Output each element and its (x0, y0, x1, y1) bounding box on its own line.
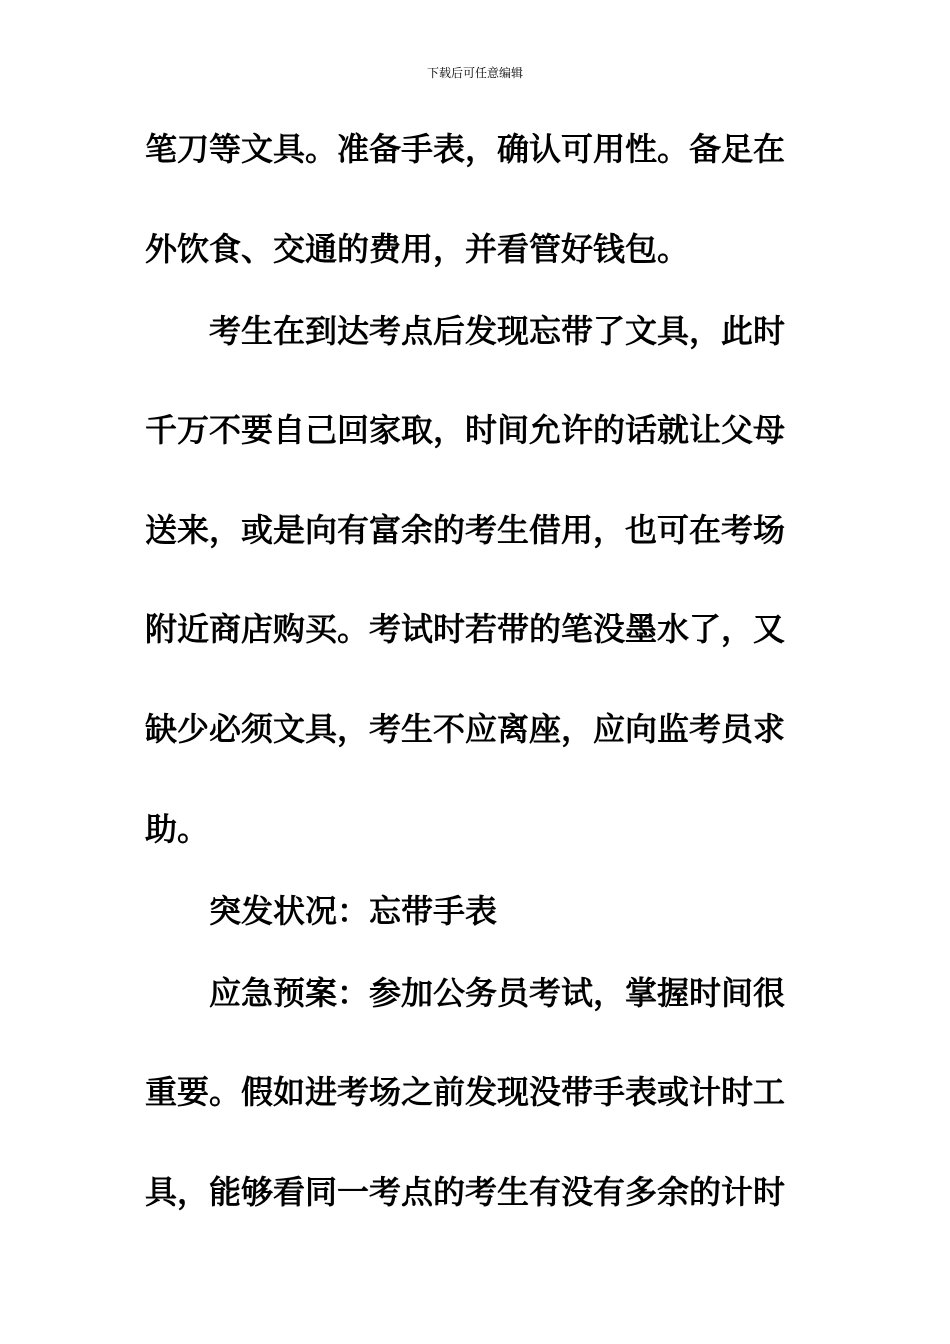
text-line-11: 重要。假如进考场之前发现没带手表或计时工 (145, 1073, 786, 1111)
text-line-1: 笔刀等文具。准备手表，确认可用性。备足在 (145, 130, 786, 168)
text-line-2: 外饮食、交通的费用，并看管好钱包。 (145, 230, 690, 268)
page-header: 下载后可任意编辑 (426, 66, 523, 80)
text-line-12: 具，能够看同一考点的考生有没有多余的计时 (145, 1173, 786, 1211)
text-line-4: 千万不要自己回家取，时间允许的话就让父母 (145, 411, 786, 449)
text-line-8: 助。 (145, 810, 210, 848)
text-line-3: 考生在到达考点后发现忘带了文具，此时 (209, 312, 786, 350)
text-line-7: 缺少必须文具，考生不应离座，应向监考员求 (145, 710, 786, 748)
text-line-9: 突发状况：忘带手表 (209, 892, 498, 930)
text-line-5: 送来，或是向有富余的考生借用，也可在考场 (145, 511, 786, 549)
text-line-10: 应急预案：参加公务员考试，掌握时间很 (209, 974, 786, 1012)
text-line-6: 附近商店购买。考试时若带的笔没墨水了，又 (145, 610, 786, 648)
